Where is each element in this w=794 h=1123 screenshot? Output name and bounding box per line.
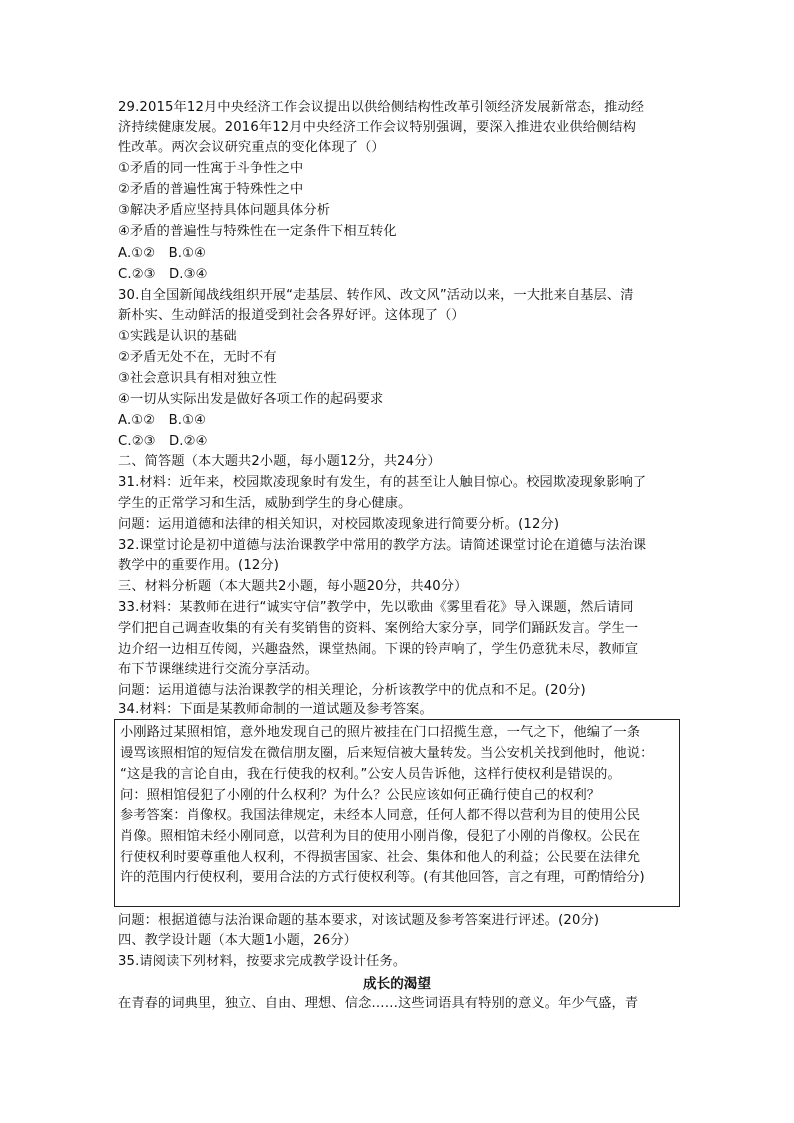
section-heading: 三、材料分析题（本大题共2小题，每小题20分，共40分） <box>118 579 468 594</box>
option-line: ②矛盾无处不在，无时不有 <box>118 350 277 365</box>
box-line: 小刚路过某照相馆，意外地发现自己的照片被挂在门口招揽生意，一气之下，他编了一条 <box>120 725 641 740</box>
option-line: ③解决矛盾应坚持具体问题具体分析 <box>118 203 331 218</box>
option-line: ①实践是认识的基础 <box>118 329 237 344</box>
test-question-box <box>114 719 680 907</box>
text-line: 学生的正常学习和生活，威胁到学生的身心健康。 <box>118 496 412 511</box>
box-line: 肖像。照相馆未经小刚同意，以营利为目的使用小刚肖像，侵犯了小刚的肖像权。公民在 <box>120 829 641 844</box>
text-line: 教学中的重要作用。(12分) <box>118 558 280 573</box>
answer-choices: C.②③ D.③④ <box>118 267 208 282</box>
box-line: 问：照相馆侵犯了小刚的什么权利？为什么？公民应该如何正确行使自己的权利？ <box>120 788 601 803</box>
answer-choices: A.①② B.①④ <box>118 413 207 428</box>
box-line: 谩骂该照相馆的短信发在微信朋友圈，后来短信被大量转发。当公安机关找到他时，他说： <box>120 746 654 761</box>
text-line: 30.自全国新闻战线组织开展“走基层、转作风、改文风”活动以来，一大批来自基层、清 <box>118 288 634 303</box>
text-line: 布下节课继续进行交流分享活动。 <box>118 662 319 677</box>
box-line: 行使权利时要尊重他人权利，不得损害国家、社会、集体和他人的利益；公民要在法律允 <box>120 850 641 865</box>
question-line: 问题：运用道德与法治课教学的相关理论，分析该教学中的优点和不足。(20分) <box>118 683 586 698</box>
section-heading: 四、教学设计题（本大题1小题，26分） <box>118 933 358 948</box>
text-line: 在青春的词典里，独立、自由、理想、信念……这些词语具有特别的意义。年少气盛，青 <box>118 996 639 1011</box>
text-line: 学们把自己调查收集的有关有奖销售的资料、案例给大家分享，同学们踊跃发言。学生一 <box>118 621 639 636</box>
text-line: 边介绍一边相互传阅，兴趣盎然，课堂热闹。下课的铃声响了，学生仍意犹未尽，教师宣 <box>118 642 639 657</box>
section-heading: 二、简答题（本大题共2小题，每小题12分，共24分） <box>118 454 441 469</box>
option-line: ③社会意识具有相对独立性 <box>118 371 277 386</box>
text-line: 34.材料：下面是某教师命制的一道试题及参考答案。 <box>118 702 433 717</box>
text-line: 29.2015年12月中央经济工作会议提出以供给侧结构性改革引领经济发展新常态，推动经 <box>118 100 645 115</box>
option-line: ④一切从实际出发是做好各项工作的起码要求 <box>118 392 384 407</box>
text-line: 33.材料：某教师在进行“诚实守信”教学中，先以歌曲《雾里看花》导入课题，然后请同 <box>118 600 634 615</box>
box-line: 许的范围内行使权利，要用合法的方式行使权利等。(有其他回答，言之有理，可酌情给分) <box>120 870 645 885</box>
text-line: 新朴实、生动鲜活的报道受到社会各界好评。这体现了（） <box>118 308 465 323</box>
answer-choices: C.②③ D.②④ <box>118 434 208 449</box>
answer-choices: A.①② B.①④ <box>118 246 207 261</box>
box-line: “这是我的言论自由，我在行使我的权利。”公安人员告诉他，这样行使权利是错误的。 <box>120 767 621 782</box>
option-line: ④矛盾的普遍性与特殊性在一定条件下相互转化 <box>118 224 397 239</box>
box-line: 参考答案：肖像权。我国法律规定，未经本人同意，任何人都不得以营利为目的使用公民 <box>120 808 641 823</box>
question-line: 问题：根据道德与法治课命题的基本要求，对该试题及参考答案进行评述。(20分) <box>118 913 600 928</box>
text-line: 35.请阅读下列材料，按要求完成教学设计任务。 <box>118 954 407 969</box>
option-line: ①矛盾的同一性寓于斗争性之中 <box>118 161 304 176</box>
text-line: 济持续健康发展。2016年12月中央经济工作会议特别强调，要深入推进农业供给侧结构 <box>118 120 637 135</box>
option-line: ②矛盾的普遍性寓于特殊性之中 <box>118 182 304 197</box>
text-line: 31.材料：近年来，校园欺凌现象时有发生，有的甚至让人触目惊心。校园欺凌现象影响了 <box>118 475 647 490</box>
text-line: 32.课堂讨论是初中道德与法治课教学中常用的教学方法。请简述课堂讨论在道德与法治课 <box>118 538 647 553</box>
essay-title: 成长的渴望 <box>363 976 431 992</box>
text-line: 性改革。两次会议研究重点的变化体现了（） <box>118 140 385 155</box>
question-line: 问题：运用道德和法律的相关知识，对校园欺凌现象进行简要分析。(12分) <box>118 517 560 532</box>
